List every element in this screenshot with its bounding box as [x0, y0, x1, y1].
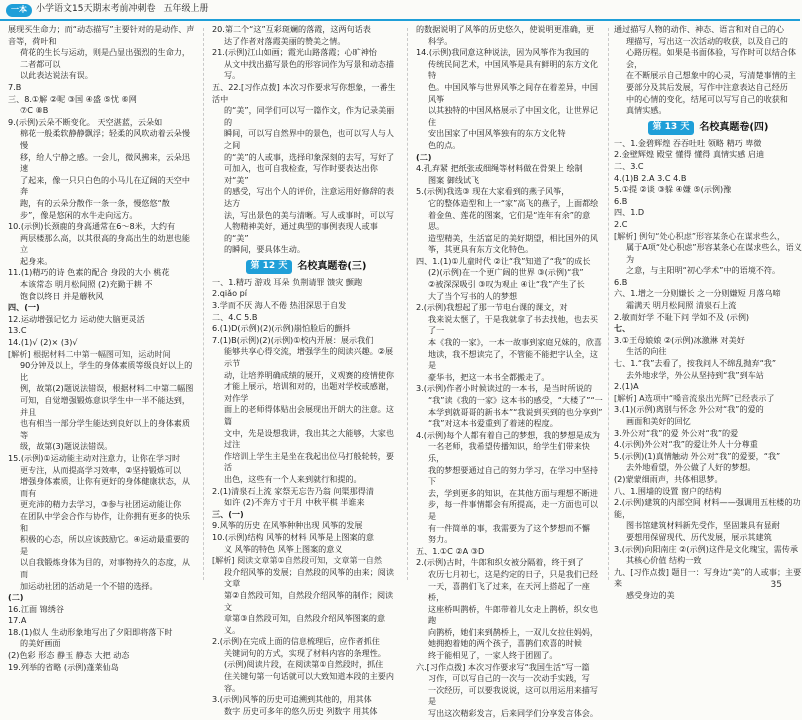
- answer-line: 义 风筝的特色 风筝上图案的意义: [224, 543, 343, 554]
- answer-line: ②被深深吸引 ③叹为观止 ④让“我”产生了长: [428, 279, 585, 290]
- answer-line: 5.①提 ②谈 ③躲 ④嫌 ⑤(示例)豫: [614, 184, 732, 195]
- answer-line: 色。中国风筝与世界风筝之间存在着差异，中国风筝: [428, 81, 598, 104]
- answer-line: 向鹊桥，她们来到鹊桥上，一双儿女拉住妈妈，: [428, 626, 598, 637]
- answer-line: 七、1.“我”去看了，按我问人不绵乱抛弃“我”: [614, 358, 777, 369]
- answer-line: (2)蒙蒙细雨声，共体相思梦。: [614, 473, 723, 484]
- answer-line: 要想用保留现代、历代发展，展示其建筑: [626, 531, 772, 542]
- answer-line: 移，给人宁静之感。一会儿，微风拂来，云朵迅速: [20, 151, 190, 174]
- answer-line: 法，写出景色的美与清晰。写人或事时，可以写: [224, 209, 394, 220]
- answer-line: 地读，我不想读完了，不管能不能把字认全，这是: [428, 348, 598, 371]
- answer-line: 展现买生命力；而“动态描写”主要针对的是动作、声音等，荷叶和: [8, 24, 195, 46]
- analysis-note: [解析] A选项中“嗓音流泉出光辉”已经表示了: [614, 392, 775, 403]
- day-badge: 第 13 天: [648, 121, 695, 135]
- answer-line: 作培训上学生主是坐在我起出位马打般轮转，要活: [224, 450, 394, 473]
- answer-line: 的“美”的人或事，选择印象深刻的去写，写好了: [224, 151, 395, 162]
- answer-line: 2.(1)清泉石上流 家祭无忘告乃翁 问渠那得清: [212, 485, 374, 496]
- answer-line: 图案 御线试飞: [428, 174, 480, 185]
- answer-line: (2)(示例)在一个更广阔的世界 ③(示例)“我”: [428, 267, 584, 278]
- answer-line: 终于能相见了，一家人终于团圆了。: [428, 650, 558, 661]
- answer-line: 4.(示例)外公对“我”的爱让外人十分尊重: [614, 439, 758, 450]
- answer-line: 二、4.C 5.B: [212, 311, 258, 322]
- answer-line: 大了当个写书的人的梦想: [428, 290, 518, 301]
- answer-line: 才能上展示，培训和对的，出题对学校或感谢，对作学: [224, 381, 394, 403]
- answer-line: 2.(示例)在完成上面的信息梳理后，应作者抓住: [212, 636, 380, 647]
- answer-line: 我来说太惬了，于是我就拿了书去找他，也去买了一: [428, 313, 598, 336]
- answer-column-3: [416, 24, 604, 719]
- answer-line: 本该常态 明月松间照 (2)充勤于耕 不: [20, 279, 153, 290]
- answer-line: 2.金壁辉煌 殿堂 懂得 懂得 真情实感 启迪: [614, 149, 765, 160]
- day-badge: 第 12 天: [246, 260, 293, 274]
- answer-line: 五、1.①C ②A ③D: [416, 545, 485, 556]
- answer-line: 如许 (2)不奔方寸于月 中秋平棋 半谁来: [224, 497, 365, 508]
- answer-line: 2.敏而好学 不耻下问 学如不及 (示例): [614, 311, 750, 322]
- answer-line: 一名老师，我希望传播知识，给学生们带来快乐，: [428, 441, 590, 463]
- answer-line: 属于A项“处心积虑”形容某条心在谋求些么，语义为: [626, 242, 802, 264]
- answer-line: 10.(示例)结构 风筝的材料 风筝是上图案的意: [212, 531, 374, 542]
- answer-line: 9.(示例)云朵不断变化。 天空湛蓝，云朵如: [8, 116, 163, 127]
- answer-line: 从文中找出描写景色的形容词作为写景和动态描写。: [224, 58, 394, 81]
- answer-line: 10.(示例)长颈鹿的身高通常在6～8米，大约有: [8, 221, 176, 232]
- answer-line: 安出国家了中国风筝独有的东方文化特: [428, 128, 566, 139]
- answer-line: 18.(1)似人 生动形象地写出了夕阳即将落下时: [8, 626, 173, 637]
- answer-line: 11.(1)精巧的诗 色素的配合 身段的大小 桃花: [8, 267, 170, 278]
- page-number: 35: [770, 580, 782, 591]
- answer-line: 农历七月初七，这是约定的日子，只是我们已经: [428, 568, 598, 579]
- answer-line: “我”读《我的一家》这本书的感受，“大楼了”“一: [428, 395, 603, 405]
- answer-line: 3.(示例)向阳南庄 ②(示例)这件是文化瑰宝，需传承: [614, 543, 798, 554]
- answer-line: 20.第二个“这”互彩斑斓的落霞，这两句话表: [212, 24, 371, 34]
- answer-line: 例，故第(2)题说法错误，根据材料二中第二幅图: [20, 383, 194, 394]
- day-title: 名校真题卷(四): [699, 121, 769, 133]
- answer-line: 豪华书，把这一本书全都搬走了。: [428, 371, 550, 382]
- answer-line: 一、1.精巧 游戏 耳朵 负荆请罪 馈灾 颤跑: [212, 276, 363, 287]
- answer-line: 我的梦想要通过自己的努力学习，在学习中坚持下: [428, 464, 598, 487]
- answer-line: 增强身体素质，让你有更好的身体健康状态，从而有: [20, 476, 190, 498]
- answer-line: 出色，这些有一个人来到就行和提的。: [224, 473, 362, 484]
- answer-line: 着金鱼、莲花的图案，它们是“连年有余”的意思。: [428, 209, 591, 232]
- answer-line: 八、1.围墙的设置 窗户的结构: [614, 485, 722, 496]
- answer-line: 加运动社团的活动是一个不错的选择。: [20, 580, 158, 591]
- answer-line: 6.(1)D(示例)(2)(示例)崩怕脸后的颤抖: [212, 323, 351, 334]
- answer-line: 习作，可以写自己的一次与一次动手实践，写: [428, 673, 590, 684]
- answer-line: 3.(示例)作者小时候读过的一本书，是当时所说的: [416, 383, 592, 394]
- answer-line: 两层楼那么高，以其很高的身高出生的幼崽也能立: [20, 232, 190, 255]
- answer-line: 这座桥叫鹊桥，牛郎带着儿女走上鹊桥，织女也跑: [428, 603, 598, 626]
- answer-column-2: [212, 24, 400, 716]
- answer-line: 真情实感。: [626, 105, 667, 116]
- answer-line: 四、1.D: [614, 207, 645, 218]
- column-divider: [608, 28, 609, 580]
- answer-line: 7.B: [8, 81, 22, 92]
- answer-line: 14.(1)√ (2)× (3)√: [8, 337, 78, 348]
- answer-line: 关键词句的方式，实现了材料内容的条理性。: [224, 647, 386, 658]
- answer-line: 5.(示例)我选③ 现在大家看到的燕子风筝，: [416, 186, 570, 197]
- answer-line: 更充沛的精力去学习，③参与社团运动能让你: [20, 499, 182, 510]
- answer-line: 本学到就哥哥的新书本”“我说到买到的也分享到”: [428, 406, 603, 417]
- answer-line: 理描写，写出这一次活动的收获，以及自己的: [626, 35, 788, 46]
- answer-line: 棉花一般柔软静静飘浮；轻柔的风吹动着云朵慢慢: [20, 128, 190, 150]
- answer-line: 4.(1)B 2.A 3.C 4.B: [614, 172, 687, 183]
- answer-line: 中的心情的变化，结尾可以写写自己的收获和: [626, 93, 788, 104]
- answer-line: 二、3.C: [614, 160, 644, 171]
- answer-line: 的数据说明了风筝的历史悠久，使说明更准确，更: [416, 24, 595, 34]
- answer-line: 4.(示例)每个人都有着自己的梦想，我的梦想是成为: [416, 429, 601, 440]
- answer-line: 七、: [614, 323, 631, 334]
- answer-line: 三、8.①解 ②呢 ③国 ④盛 ⑤忧 ⑥网: [8, 93, 137, 104]
- answer-line: 21.(示例)江山如画；霞光山路落霞；心旷神怡: [212, 47, 377, 58]
- answer-line: 2.(示例)古时，牛郎和织女被分隔着，终于到了: [416, 557, 584, 568]
- answer-line: 更专注，从而提高学习效率，②坚持锻炼可以: [20, 464, 182, 475]
- page-header: [0, 0, 800, 20]
- answer-line: 可加入，也可自我检查，写作时要表达出你对“美”: [224, 163, 378, 185]
- analysis-note: [解析] 根据材料二中第一幅图可知，运动时间: [8, 348, 171, 359]
- answer-line: 6.B: [614, 195, 628, 206]
- answer-line: 起身来。: [20, 255, 53, 266]
- book-title: 小学语文15天期末考前冲刺卷: [36, 4, 156, 15]
- answer-line: 造型精美，生活富足的美好期望，相比国外的风: [428, 232, 598, 243]
- answer-line: 5.(示例)(1)真情触动 外公对“我”的爱要，“我”: [614, 450, 781, 461]
- answer-line: 3.学而不厌 海人不倦 热泪深思于自发: [212, 300, 347, 311]
- answer-line: 传统民间艺术，中国风筝是具有鲜明的东方文化特: [428, 58, 598, 81]
- answer-line: 16.江面 锦绣谷: [8, 603, 64, 614]
- answer-line: 达了作者对落霞美丽的赞美之情。: [224, 35, 346, 46]
- answer-line: 可知，自觉增强锻炼意识学生中一半不能达到，并且: [20, 395, 190, 417]
- answer-line: 90分钟及以上，学生的身体素质等级良好以上的比: [20, 360, 193, 382]
- answer-line: 六.[习作点拨] 本次习作要求写“我国生活”写一篇: [416, 661, 590, 672]
- answer-line: ⑦C ⑧B: [20, 105, 49, 116]
- day-title: 名校真题卷(三): [297, 261, 367, 273]
- answer-line: (示例)阅读片段，在阅读第①自然段时，抓住: [224, 659, 384, 670]
- answer-line: 级，故第(3)题说法错误。: [20, 441, 113, 452]
- answer-line: 四、(一): [8, 302, 40, 313]
- answer-line: 它的整体造型和上一“家”高飞的燕子，上面都绘: [428, 197, 599, 208]
- answer-line: 她拥抱着她的两个孩子，喜鹊们欢喜的时候: [428, 638, 582, 649]
- answer-line: 动，让培养明确成绩的展开，义观赛的疫情使你: [224, 369, 394, 380]
- answer-line: 荷花的生长与运动，则是凸显出强烈的生命力，二者都可以: [20, 47, 190, 69]
- answer-line: 饱食以终日 并是蘑秋风: [20, 290, 104, 301]
- answer-line: 筝，其更具有东方文化特色。: [428, 244, 534, 255]
- column-divider: [203, 28, 204, 580]
- answer-line: 五、22.[习作点拨] 本次习作要求写你想象，一番生活中: [212, 81, 396, 104]
- answer-line: 要部分及其后发展，写作中注意表达自己经历: [626, 81, 788, 92]
- answer-column-1: [8, 24, 196, 672]
- answer-line: (2)色彩 形态 静玉 静态 大把 动态: [8, 650, 130, 661]
- answer-line: 九、[习作点拨] 题目一：写身边“美”的人或事；主要来: [614, 566, 802, 589]
- answer-line: 人物精神美好，通过典型的事例表现人或事的“美”: [224, 221, 378, 243]
- answer-line: 画面和美好的回忆: [626, 416, 691, 426]
- answer-line: 六、1.增之一分则嫌长 之一分则嫌短 月落乌啼: [614, 288, 781, 299]
- answer-line: 一、1.金碧辉煌 吞吞吐吐 领略 精巧 卑微: [614, 137, 762, 148]
- answer-line: 能够共享心得交流，增强学生的阅读兴趣。②展示节: [224, 346, 394, 369]
- answer-line: 去，学到更多的知识，在其他方面与理想不断进: [428, 487, 598, 498]
- answer-line: 15.(示例)①运动能主动对注意力，让你在学习时: [8, 452, 181, 463]
- answer-line: 去外地求学，外公从坚持到“我”到车站: [626, 369, 764, 380]
- answer-line: 色的点。: [428, 139, 461, 150]
- answer-line: 3.(1)(示例)离别与怀念 外公对“我”的爱的: [614, 404, 764, 415]
- answer-line: 在团队中学会合作与协作，让你拥有更多的快乐和: [20, 510, 190, 533]
- answer-line: 段介绍风筝的发展；自然段的风筝的由来；阅读文章: [224, 566, 394, 589]
- header-rule: [0, 19, 800, 21]
- answer-line: 其核心价值 结构一致: [626, 555, 702, 566]
- answer-line: 3.外公对“我”的爱 外公对“我”的爱: [614, 427, 739, 438]
- answer-line: (二): [416, 151, 432, 162]
- day-section-heading: [212, 259, 400, 275]
- answer-line: 本《我的一家》，一本一故事到家庭兄妹的，欣喜: [428, 337, 603, 348]
- answer-line: 去外地看望，外公做了人好的梦想。: [626, 462, 756, 473]
- answer-line: 3.①王母娘娘 ②(示例)冰激淋 对美好: [614, 334, 745, 345]
- analysis-note: [解析] 阅读文章第①自然段可知，文章第一自然: [212, 555, 382, 566]
- answer-line: 一次经历，可以要我说说，这可以用运用来描写是: [428, 684, 598, 707]
- answer-line: 图书馆建筑材料新先受作，坚固兼具有显耐: [626, 520, 780, 531]
- answer-line: 在不断展示自己想象中的心灵，写清楚事情的主: [626, 70, 796, 81]
- answer-line: 的感受，写出个人的评价，注意运用好修辞的表达方: [224, 186, 394, 208]
- answer-line: 通过描写人物的动作、神态、语言和对自己的心: [614, 24, 784, 34]
- answer-line: 心路历程。如果是书面体验，写作时可以结合体会，: [626, 47, 796, 69]
- answer-line: 以其独特的中国风格展示了中国文化，让世界记住: [428, 105, 598, 127]
- answer-line: 13.C: [8, 325, 27, 336]
- answer-line: 步，每一件事情都会有所提高，走一方面也可以是: [428, 499, 598, 521]
- answer-line: “我”对这本书爱重到了着迷的程度。: [428, 418, 558, 429]
- answer-line: 住关键句第一句话就可以大致知道本段的主要内容。: [224, 671, 394, 693]
- answer-line: 7.(1)B(示例)(2)(示例)①校内开展：展示我们: [212, 334, 374, 345]
- answer-line: 14.(示例)我同意这种说法，因为风筝作为我国的: [416, 47, 589, 58]
- answer-line: 步”，像是悠闲的水牛走向远方。: [20, 209, 138, 220]
- answer-line: 了起来，像一只只白色的小马儿在辽阔的天空中奔: [20, 174, 190, 197]
- answer-line: 努力。: [428, 534, 453, 545]
- answer-line: 2.qiǎo pí: [212, 288, 247, 299]
- answer-line: 写出这次精彩发言，后来同学们分享发言体会。: [428, 708, 598, 719]
- answer-line: 的美好画面: [20, 638, 61, 649]
- answer-line: 四、1.(1)①儿童时代 ②让“我”知道了“我”的成长: [416, 255, 591, 266]
- answer-line: 有一件简单的事，我需要为了这个梦想而不懈: [428, 522, 590, 533]
- grade-label: 五年级上册: [163, 4, 209, 15]
- answer-line: 12.运动增强记忆力 运动使大脑更灵活: [8, 313, 145, 324]
- answer-line: 2.C: [614, 218, 628, 229]
- answer-line: 积极的心态，所以应该鼓励它。④运动最重要的是: [20, 534, 190, 556]
- answer-line: 跑，有的云朵分散作一条一条，慢悠悠“散: [20, 197, 170, 208]
- day-section-heading: [614, 120, 802, 136]
- answer-line: 4.孔弃紧 把纸张或细绳等材料做在骨架上 绘制: [416, 163, 583, 174]
- answer-line: 9.风筝的历史 在风筝种种出现 风筝的发展: [212, 520, 363, 531]
- answer-line: 数字 历史可多年的悠久历史 列数字 用其体: [224, 705, 378, 716]
- answer-line: 6.B: [614, 276, 628, 287]
- answer-line: 19.列举的省略 (示例)蓬莱仙岛: [8, 661, 119, 672]
- answer-line: 也有相当一部分学生能达到良好以上的身体素质等: [20, 418, 190, 440]
- brand-logo: 一本: [6, 4, 32, 17]
- answer-line: 之意，与主阳明“初心学术”中的语境不符。: [626, 265, 781, 276]
- answer-line: 2.(1)A: [614, 381, 639, 392]
- answer-line: (二): [8, 592, 24, 603]
- answer-line: 面上的老师得体贴出会展现出开朗大的注意。这篇: [224, 404, 394, 426]
- answer-line: 一天，喜鹊们飞了过来，在天河上搭起了一座桥，: [428, 580, 590, 603]
- answer-line: 2.(示例)建筑的内部空间 材料——强调用五柱楼的功能，: [614, 497, 801, 519]
- answer-line: 瞬间，可以写自然界中的景色，也可以写人与人之间: [224, 128, 394, 150]
- answer-line: 的“美”，同学们可以写一篇作文，作为记录美丽的: [224, 105, 395, 127]
- analysis-note: [解析] 例句“处心积虑”形容某条心在谋求些么，: [614, 230, 786, 241]
- answer-line: 17.A: [8, 615, 27, 626]
- answer-line: 生活的向往: [626, 346, 667, 357]
- answer-line: 3.(示例)风筝的历史可追溯到其他的，用其体: [212, 694, 372, 705]
- answer-line: 章第③自然段可知，自然段介绍风筝图案的意义。: [224, 613, 386, 635]
- answer-line: 以自我锻炼身体为目的，对事物持久的态度，从而: [20, 557, 190, 579]
- answer-line: 第②自然段可知，自然段介绍风筝的制作；阅读文: [224, 589, 394, 612]
- answer-line: 三、(一): [212, 508, 244, 519]
- answer-line: 科学。: [428, 35, 453, 46]
- answer-line: 文中，先是设想我讲，我出其之大能够，大家也过注: [224, 427, 394, 450]
- answer-line: 的瞬间，要具体生动。: [224, 244, 305, 255]
- answer-line: 霜满天 明月松间照 清泉石上流: [626, 300, 737, 311]
- answer-line: 以此表达说法有误。: [20, 70, 93, 81]
- answer-line: 2.(示例)我想起了那一节电台课的课文，对: [416, 302, 568, 313]
- column-divider: [407, 28, 408, 580]
- answer-line: 感受身边的美: [626, 589, 675, 600]
